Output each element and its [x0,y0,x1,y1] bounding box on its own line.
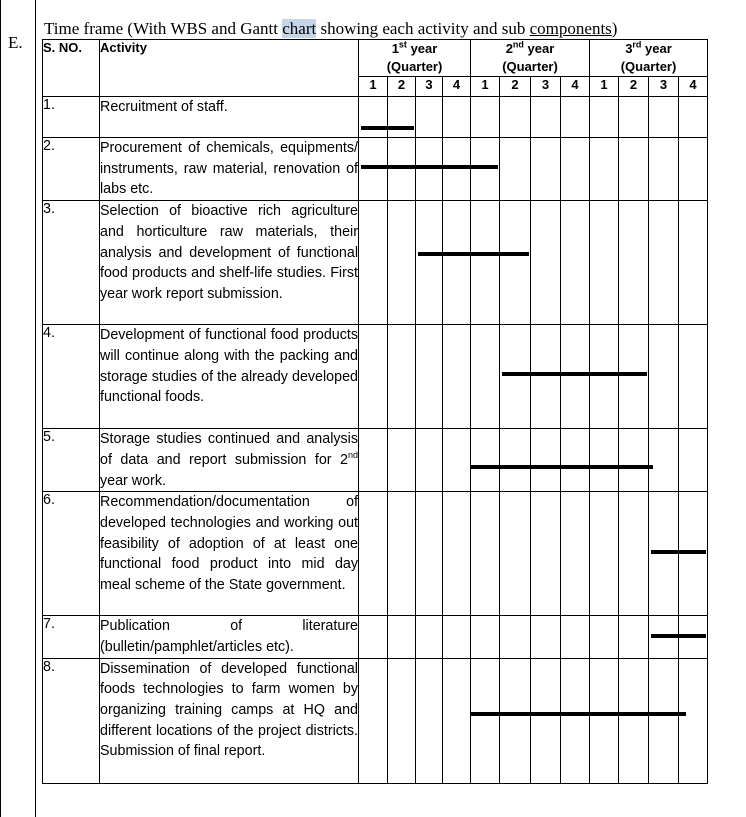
quarter-cell [443,201,471,325]
heading-text-end: ) [611,19,618,38]
quarter-cell [679,429,708,492]
quarter-cell [443,658,471,783]
inner-margin-line [35,0,36,817]
quarter-cell [619,492,649,616]
quarter-header-11: 3 [649,77,679,97]
quarter-cell [679,325,708,429]
quarter-cell [590,138,619,201]
left-margin-line [0,0,1,817]
quarter-cell [649,325,679,429]
heading-text: Time frame (With WBS and Gantt [44,19,283,38]
serial-number-cell: 7. [43,616,100,658]
serial-number-cell: 5. [43,429,100,492]
quarter-cell [471,492,500,616]
heading-text-middle: showing each activity and sub [316,19,530,38]
quarter-cell [388,616,416,658]
quarter-cell [590,658,619,783]
quarter-cell [359,201,388,325]
quarter-cell [500,201,531,325]
quarter-cell [679,138,708,201]
quarter-cell [416,492,443,616]
quarter-cell [471,97,500,138]
quarter-cell [416,201,443,325]
quarter-cell [531,97,561,138]
quarter-cell [359,492,388,616]
gantt-bar-row-6 [651,550,706,554]
heading-underlined-word: components [529,19,612,38]
quarter-cell [500,429,531,492]
quarter-header-3: 3 [416,77,443,97]
quarter-cell [619,138,649,201]
quarter-cell [619,658,649,783]
quarter-cell [500,492,531,616]
activity-cell: Recruitment of staff. [100,97,359,138]
quarter-cell [531,658,561,783]
gantt-bar-row-7 [651,634,706,638]
quarter-cell [561,201,590,325]
quarter-cell [359,138,388,201]
table-row [43,201,708,325]
header-activity: Activity [100,40,359,97]
gantt-bar-row-1 [361,126,414,130]
quarter-cell [416,658,443,783]
quarter-cell [388,138,416,201]
quarter-cell [471,616,500,658]
quarter-cell [443,429,471,492]
quarter-cell [619,616,649,658]
quarter-cell [416,97,443,138]
quarter-cell [649,201,679,325]
quarter-cell [416,138,443,201]
quarter-cell [561,138,590,201]
quarter-cell [531,492,561,616]
quarter-header-4: 4 [443,77,471,97]
serial-number-cell: 1. [43,97,100,138]
serial-number-cell: 6. [43,492,100,616]
quarter-header-1: 1 [359,77,388,97]
quarter-cell [500,97,531,138]
quarter-header-7: 3 [531,77,561,97]
quarter-cell [388,97,416,138]
table-row [43,138,708,201]
quarter-cell [443,325,471,429]
quarter-cell [500,138,531,201]
quarter-cell [416,325,443,429]
section-letter: E. [8,33,23,52]
quarter-cell [561,97,590,138]
quarter-cell [471,429,500,492]
serial-number-cell: 4. [43,325,100,429]
quarter-cell [649,658,679,783]
quarter-cell [679,97,708,138]
quarter-cell [388,325,416,429]
quarter-cell [590,201,619,325]
quarter-header-5: 1 [471,77,500,97]
quarter-cell [619,97,649,138]
quarter-cell [388,658,416,783]
activity-cell: Dissemination of developed functional foods technologies to farm women by organizing training camps at HQ and different locations of the project districts. Submission of final report. [100,658,359,783]
quarter-cell [443,97,471,138]
serial-number-cell: 8. [43,658,100,783]
quarter-cell [531,616,561,658]
table-row [43,429,708,492]
quarter-cell [531,325,561,429]
quarter-cell [500,325,531,429]
quarter-cell [619,429,649,492]
quarter-header-8: 4 [561,77,590,97]
header-serial-number: S. NO. [43,40,100,97]
quarter-cell [471,201,500,325]
quarter-cell [619,201,649,325]
quarter-cell [471,325,500,429]
gantt-bar-row-3 [418,252,529,256]
gantt-bar-row-5 [470,465,653,469]
quarter-cell [590,97,619,138]
quarter-cell [359,616,388,658]
quarter-cell [679,658,708,783]
activity-cell: Development of functional food products will continue along with the packing and storage studies of the already developed functional foods. [100,325,359,429]
quarter-cell [443,492,471,616]
quarter-cell [388,492,416,616]
quarter-cell [359,97,388,138]
quarter-cell [649,429,679,492]
quarter-header-2: 2 [388,77,416,97]
quarter-cell [531,138,561,201]
quarter-cell [531,201,561,325]
serial-number-cell: 3. [43,201,100,325]
gantt-bar-row-4 [502,372,647,376]
section-heading [44,19,617,39]
quarter-cell [590,325,619,429]
quarter-header-6: 2 [500,77,531,97]
activity-cell: Recommendation/documentation of developed technologies and working out feasibility of adoption of at least one functional food product into mid day meal scheme of the State government. [100,492,359,616]
quarter-cell [561,492,590,616]
quarter-cell [500,658,531,783]
quarter-cell [416,429,443,492]
heading-highlighted-word: chart [282,19,317,38]
quarter-cell [500,616,531,658]
header-year-1: 1st year (Quarter) [359,40,471,77]
quarter-cell [649,138,679,201]
table-row [43,97,708,138]
table-row [43,658,708,783]
quarter-cell [679,201,708,325]
quarter-cell [590,492,619,616]
quarter-cell [443,138,471,201]
gantt-bar-row-2 [361,165,498,169]
quarter-cell [359,429,388,492]
quarter-cell [471,658,500,783]
quarter-cell [619,325,649,429]
quarter-cell [359,658,388,783]
quarter-cell [561,429,590,492]
quarter-cell [471,138,500,201]
quarter-cell [649,97,679,138]
table-row [43,325,708,429]
gantt-table [42,39,708,784]
quarter-cell [388,201,416,325]
quarter-cell [590,616,619,658]
quarter-cell [590,429,619,492]
quarter-header-10: 2 [619,77,649,97]
quarter-cell [388,429,416,492]
table-row [43,492,708,616]
quarter-cell [561,616,590,658]
activity-cell: Storage studies continued and analysis of data and report submission for 2nd year work. [100,429,359,492]
activity-cell: Procurement of chemicals, equipments/ instruments, raw material, renovation of labs etc. [100,138,359,201]
serial-number-cell: 2. [43,138,100,201]
header-year-3: 3rd year (Quarter) [590,40,708,77]
activity-cell: Publication of literature (bulletin/pamphlet/articles etc). [100,616,359,658]
header-year-2: 2nd year (Quarter) [471,40,590,77]
table-row [43,616,708,658]
activity-cell: Selection of bioactive rich agriculture and horticulture raw materials, their analysis and development of functional food products and shelf-life studies. First year work report submission. [100,201,359,325]
quarter-header-12: 4 [679,77,708,97]
quarter-cell [443,616,471,658]
quarter-cell [416,616,443,658]
quarter-cell [561,325,590,429]
quarter-cell [561,658,590,783]
quarter-cell [359,325,388,429]
gantt-bar-row-8 [470,712,686,716]
quarter-header-9: 1 [590,77,619,97]
quarter-cell [531,429,561,492]
